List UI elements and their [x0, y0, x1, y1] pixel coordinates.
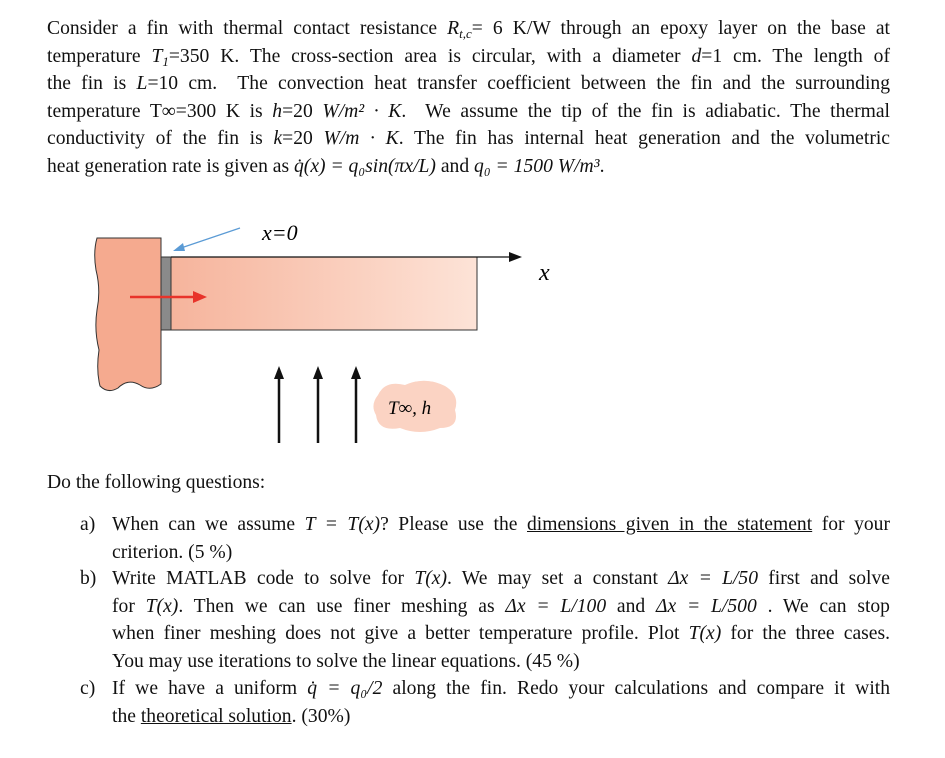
text-segment: You may use iterations to solve the linear equations. (45 %) [112, 650, 580, 672]
math-segment: t,c [459, 26, 472, 41]
math-segment: k [273, 128, 283, 150]
text-line [112, 648, 890, 676]
text-line [112, 539, 890, 567]
text-segment: =20 [282, 128, 324, 150]
text-line [112, 593, 890, 621]
math-segment: 1 [162, 53, 169, 69]
math-segment: Δx = L/500 [656, 595, 757, 617]
math-segment: d [691, 45, 702, 67]
text-segment: . We may set a constant [446, 568, 669, 589]
text-segment: heat generation rate is given as [47, 155, 294, 177]
underlined-text: theoretical solution [140, 705, 292, 727]
math-segment: T = T(x) [304, 514, 381, 535]
text-segment: for your [812, 514, 890, 535]
text-segment: If we have a uniform [112, 678, 308, 699]
math-segment: T(x) [688, 623, 722, 645]
text-segment: =10 cm. The convection heat transfer coefficient between the fin and the surrounding [147, 73, 891, 95]
x-axis-arrowhead [509, 252, 522, 262]
text-segment: and [606, 595, 657, 617]
text-segment: =1 cm. The length of [701, 45, 890, 67]
question-label: a) [80, 514, 96, 535]
math-segment: q₀ = 1500 W/m³ [474, 155, 600, 177]
ambient-label: T∞, h [388, 398, 432, 419]
text-segment: criterion. (5 %) [112, 541, 233, 563]
axis-label: x [539, 260, 550, 286]
text-segment: . Then we can use finer meshing as [178, 595, 506, 617]
text-segment: When can we assume [112, 514, 305, 535]
epoxy-layer [161, 257, 171, 330]
math-segment: Δx = L/100 [505, 595, 607, 617]
text-segment: temperature [47, 45, 152, 67]
math-segment: q̇(x) = q₀sin(πx/L) [294, 155, 436, 177]
text-segment: for the three cases. [721, 623, 890, 645]
math-segment: Δx = L/50 [668, 568, 759, 589]
text-segment: temperature T∞=300 K is [47, 100, 273, 122]
text-segment: and [435, 155, 475, 177]
text-segment: for [112, 595, 146, 617]
text-segment: . We assume the tip of the fin is adiabatic. The thermal [401, 100, 890, 122]
math-segment: h [272, 100, 283, 122]
text-line [112, 511, 890, 539]
math-segment: T(x) [414, 568, 447, 589]
convection-arrows [274, 366, 361, 443]
math-segment: T [151, 45, 163, 67]
math-segment: q̇ = q₀/2 [307, 678, 383, 699]
text-segment: Write MATLAB code to solve for [112, 568, 415, 589]
origin-label: x=0 [262, 220, 298, 245]
text-segment: . The fin has internal heat generation and the volumetric [398, 128, 890, 150]
text-segment: when finer meshing does not give a better temperature profile. Plot [112, 623, 689, 645]
text-segment: conductivity of the fin is [47, 128, 274, 150]
text-line [112, 620, 890, 648]
math-segment: W/m² · K [322, 100, 402, 122]
question-text [112, 675, 890, 730]
math-segment: L [136, 73, 148, 95]
text-segment: =350 K. The cross-section area is circular, with a diameter [168, 45, 692, 67]
text-segment: Consider a fin with thermal contact resistance [47, 18, 448, 39]
question-text [112, 565, 890, 675]
text-segment: =20 [282, 100, 323, 122]
text-segment: . [599, 155, 605, 177]
questions-intro: Do the following questions: [47, 472, 266, 493]
text-line [112, 565, 890, 593]
question-label: b) [80, 568, 97, 589]
math-segment: T(x) [145, 595, 179, 617]
underlined-text: dimensions given in the statement [527, 514, 813, 535]
fin-body [171, 257, 477, 330]
text-segment: . (30%) [291, 705, 351, 727]
text-line [112, 703, 890, 731]
math-segment: R [447, 18, 460, 39]
text-segment: = 6 K/W through an epoxy layer on the base at [471, 18, 890, 39]
text-segment: the [112, 705, 141, 727]
text-segment: . We can stop [756, 595, 890, 617]
text-segment: along the fin. Redo your calculations and compare it with [382, 678, 891, 699]
text-segment: the fin is [47, 73, 137, 95]
base-wall [95, 238, 161, 391]
math-segment: W/m · K [323, 128, 399, 150]
text-segment: ? Please use the [380, 514, 527, 535]
origin-pointer-arrow [178, 228, 240, 249]
text-line [112, 675, 890, 703]
text-segment: first and solve [758, 568, 890, 589]
question-text [112, 511, 890, 566]
question-label: c) [80, 678, 96, 699]
